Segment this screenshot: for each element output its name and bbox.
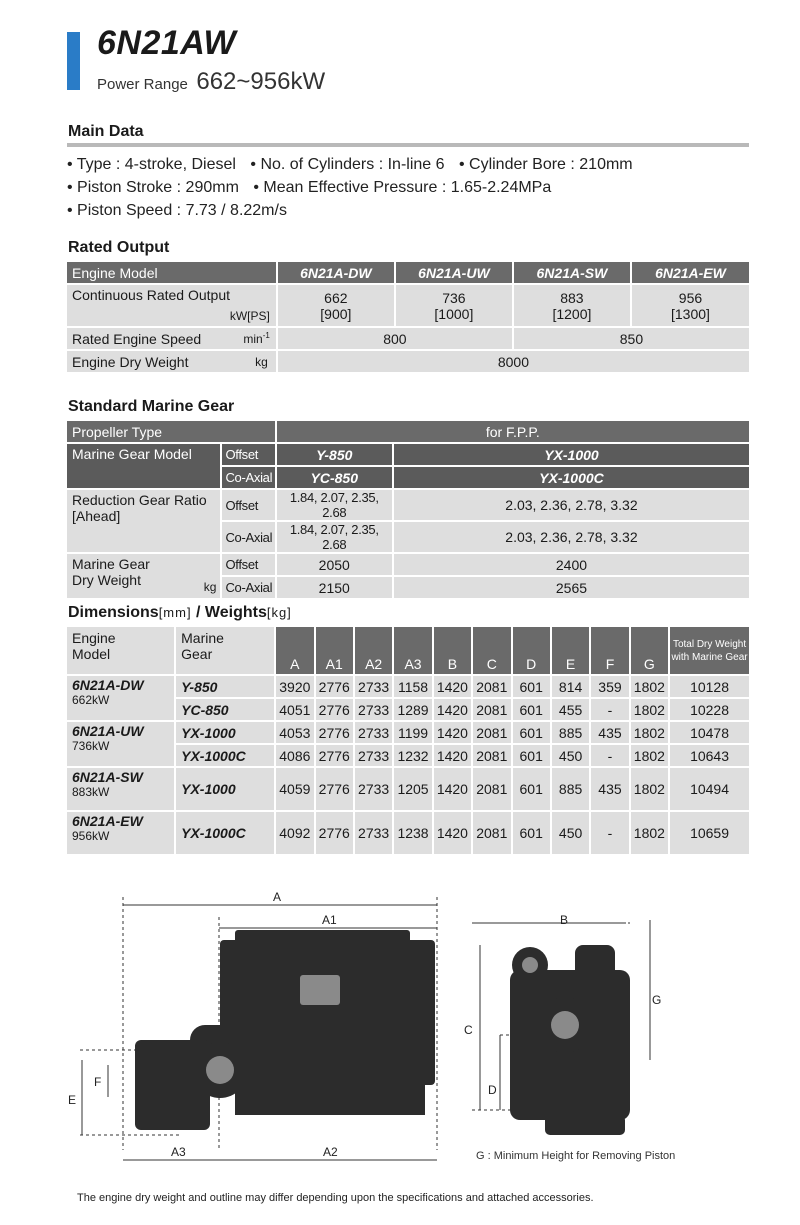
- gear-weight-text: Dry Weight: [72, 572, 141, 588]
- page-title: 6N21AW: [97, 24, 237, 62]
- dim-value-cell: 4053: [276, 722, 313, 743]
- dim-value-cell: 2081: [473, 676, 510, 697]
- dim-label-e: E: [68, 1093, 77, 1107]
- dim-value-cell: 2733: [355, 745, 392, 766]
- gear-cell: YX-1000C: [176, 812, 274, 854]
- dim-col-header: A2: [355, 627, 392, 674]
- gear-weight-unit: kg: [203, 580, 217, 594]
- dim-value-cell: 885: [552, 768, 589, 810]
- dim-value-cell: 601: [513, 676, 550, 697]
- marine-gear-col-header: [176, 627, 274, 674]
- dim-value-cell: -: [591, 812, 628, 854]
- gear-cell: YX-1000: [176, 722, 274, 743]
- spec-piston-speed: • Piston Speed : 7.73 / 8.22m/s: [67, 202, 287, 219]
- dim-value-cell: 1420: [434, 722, 471, 743]
- ratio-value: 2.03, 2.36, 2.78, 3.32: [394, 522, 749, 552]
- dim-value-cell: -: [591, 745, 628, 766]
- dim-value-cell: 601: [513, 745, 550, 766]
- engine-kw: 662kW: [72, 693, 110, 707]
- output-ps: [1200]: [552, 305, 592, 322]
- dim-value-cell: 1802: [631, 699, 668, 720]
- engine-model-cell: [67, 812, 174, 854]
- marine-gear-heading: Standard Marine Gear: [68, 398, 235, 415]
- engine-kw: 956kW: [72, 829, 110, 843]
- total-weight-cell: 10643: [670, 745, 749, 766]
- output-kw: 662: [324, 289, 348, 306]
- continuous-output-label: [67, 285, 276, 326]
- total-weight-cell: 10478: [670, 722, 749, 743]
- header-text: Engine: [72, 630, 116, 646]
- engine-weight-text: Engine Dry Weight: [72, 353, 189, 370]
- dim-value-cell: 601: [513, 768, 550, 810]
- engine-speed-label: [67, 328, 276, 349]
- output-ps: [1000]: [434, 305, 474, 322]
- reduction-ratio-ahead: [Ahead]: [72, 508, 121, 524]
- spec-stroke: • Piston Stroke : 290mm: [67, 179, 239, 196]
- coaxial-label: Co-Axial: [222, 577, 274, 598]
- dim-label-a1: A1: [322, 913, 337, 927]
- ratio-value: 2.03, 2.36, 2.78, 3.32: [394, 490, 749, 520]
- dim-label-a3: A3: [171, 1145, 186, 1159]
- engine-speed-unit: [243, 331, 269, 346]
- output-ps: [1300]: [671, 305, 710, 322]
- main-data-heading: Main Data: [68, 123, 144, 140]
- dim-value-cell: 4051: [276, 699, 313, 720]
- continuous-output-cell: [396, 285, 512, 326]
- dim-value-cell: 4092: [276, 812, 313, 854]
- propeller-type-value: for F.P.P.: [277, 421, 749, 442]
- engine-speed-value: 850: [514, 328, 749, 349]
- dim-label-a2: A2: [323, 1145, 338, 1159]
- spec-mep: • Mean Effective Pressure : 1.65-2.24MPa: [253, 179, 552, 196]
- model-header: 6N21A-UW: [396, 262, 512, 283]
- gear-cell: YX-1000: [176, 768, 274, 810]
- spec-line-2: [67, 179, 561, 197]
- dim-value-cell: 1232: [394, 745, 431, 766]
- header-text: Total Dry Weight: [672, 638, 747, 650]
- dim-value-cell: 1802: [631, 812, 668, 854]
- dim-col-header: E: [552, 627, 589, 674]
- ratio-value: 1.84, 2.07, 2.35, 2.68: [277, 490, 392, 520]
- dim-col-header: F: [591, 627, 628, 674]
- gear-model: YC-850: [277, 467, 392, 488]
- dim-value-cell: 1420: [434, 812, 471, 854]
- dim-col-header: A: [276, 627, 313, 674]
- speed-unit: min: [243, 332, 263, 346]
- engine-model-cell: [67, 676, 174, 720]
- engine-outline-diagram: [60, 885, 760, 1175]
- dim-col-header: A3: [394, 627, 431, 674]
- dim-value-cell: 1289: [394, 699, 431, 720]
- gear-weight-value: 2150: [277, 577, 392, 598]
- engine-speed-value: 800: [278, 328, 512, 349]
- engine-weight-value: 8000: [278, 351, 749, 372]
- header-text: Gear: [181, 646, 213, 662]
- dim-label-g: G: [652, 993, 662, 1007]
- dim-value-cell: 885: [552, 722, 589, 743]
- dim-value-cell: 2081: [473, 812, 510, 854]
- engine-model-cell: [67, 768, 174, 810]
- continuous-output-cell: [632, 285, 749, 326]
- model-header: 6N21A-EW: [632, 262, 749, 283]
- dim-col-header: D: [513, 627, 550, 674]
- dim-value-cell: 1802: [631, 745, 668, 766]
- continuous-output-text: Continuous Rated Output: [72, 287, 230, 303]
- dim-col-header: B: [434, 627, 471, 674]
- dim-value-cell: 2081: [473, 768, 510, 810]
- dim-label-a: A: [273, 890, 282, 904]
- dim-value-cell: 2776: [316, 722, 353, 743]
- dim-value-cell: 1205: [394, 768, 431, 810]
- spec-line-1: [67, 156, 643, 174]
- ratio-value: 1.84, 2.07, 2.35, 2.68: [277, 522, 392, 552]
- dim-value-cell: 2733: [355, 812, 392, 854]
- dim-value-cell: 450: [552, 745, 589, 766]
- dim-value-cell: 601: [513, 722, 550, 743]
- dim-value-cell: 2776: [316, 812, 353, 854]
- dim-value-cell: 1238: [394, 812, 431, 854]
- gear-weight-value: 2400: [394, 554, 749, 575]
- spec-type: • Type : 4-stroke, Diesel: [67, 156, 236, 173]
- accent-bar: [67, 32, 80, 90]
- table-row: [67, 812, 749, 854]
- gear-cell: YX-1000C: [176, 745, 274, 766]
- total-weight-cell: 10494: [670, 768, 749, 810]
- dim-label-c: C: [464, 1023, 473, 1037]
- dim-value-cell: 2733: [355, 699, 392, 720]
- speed-unit-sup: -1: [262, 331, 270, 340]
- dim-label-d: D: [488, 1083, 497, 1097]
- gear-weight-value: 2050: [277, 554, 392, 575]
- engine-outline-svg: [60, 885, 760, 1175]
- dim-value-cell: 601: [513, 812, 550, 854]
- total-weight-cell: 10228: [670, 699, 749, 720]
- dim-col-header: G: [631, 627, 668, 674]
- gear-model: YX-1000C: [394, 467, 749, 488]
- dim-value-cell: 1158: [394, 676, 431, 697]
- dim-value-cell: 814: [552, 676, 589, 697]
- continuous-output-cell: [514, 285, 630, 326]
- dim-value-cell: 1420: [434, 699, 471, 720]
- engine-kw: 736kW: [72, 739, 110, 753]
- output-ps: [900]: [320, 305, 352, 322]
- coaxial-label: Co-Axial: [222, 467, 274, 488]
- continuous-output-cell: [278, 285, 394, 326]
- gear-cell: Y-850: [176, 676, 274, 697]
- dim-value-cell: 2733: [355, 768, 392, 810]
- dimensions-unit: [mm]: [158, 605, 192, 620]
- dim-value-cell: -: [591, 699, 628, 720]
- continuous-output-unit: kW[PS]: [229, 309, 270, 323]
- table-row: [67, 676, 749, 697]
- dim-value-cell: 3920: [276, 676, 313, 697]
- engine-model-name: 6N21A-DW: [72, 677, 144, 693]
- dimensions-title: Dimensions: [68, 604, 159, 621]
- gear-weight-value: 2565: [394, 577, 749, 598]
- offset-label: Offset: [222, 554, 274, 575]
- header-text: Marine: [181, 630, 224, 646]
- rated-output-table: [65, 260, 751, 374]
- gear-cell: YC-850: [176, 699, 274, 720]
- engine-model-cell: [67, 722, 174, 766]
- footnote: The engine dry weight and outline may differ depending upon the specifications and attached accessories.: [77, 1192, 594, 1204]
- output-kw: 883: [560, 289, 584, 306]
- gear-model: YX-1000: [394, 444, 749, 465]
- dim-value-cell: 1802: [631, 722, 668, 743]
- dim-value-cell: 2776: [316, 699, 353, 720]
- reduction-ratio-text: Reduction Gear Ratio: [72, 492, 207, 508]
- gear-model-label: Marine Gear Model: [67, 444, 220, 488]
- dim-value-cell: 455: [552, 699, 589, 720]
- dim-label-b: B: [560, 913, 569, 927]
- total-weight-cell: 10659: [670, 812, 749, 854]
- dimensions-body: [67, 676, 749, 854]
- dim-col-header: A1: [316, 627, 353, 674]
- dim-value-cell: 1420: [434, 768, 471, 810]
- header-text: with Marine Gear: [671, 651, 748, 663]
- total-weight-header: [670, 627, 749, 674]
- main-data-rule: [67, 143, 749, 147]
- dim-value-cell: 1420: [434, 676, 471, 697]
- dimensions-heading: [68, 604, 292, 622]
- dim-value-cell: 2776: [316, 745, 353, 766]
- dim-value-cell: 4086: [276, 745, 313, 766]
- engine-kw: 883kW: [72, 785, 110, 799]
- dim-value-cell: 2733: [355, 722, 392, 743]
- engine-weight-label: [67, 351, 276, 372]
- engine-model-name: 6N21A-SW: [72, 769, 143, 785]
- dim-value-cell: 2776: [316, 768, 353, 810]
- gear-model: Y-850: [277, 444, 392, 465]
- power-range-value: 662~956kW: [196, 68, 326, 95]
- output-kw: 736: [442, 289, 466, 306]
- model-header: 6N21A-DW: [278, 262, 394, 283]
- gear-weight-label: [67, 554, 220, 598]
- dim-col-header: C: [473, 627, 510, 674]
- propeller-type-label: Propeller Type: [67, 421, 275, 442]
- table-row: [67, 768, 749, 810]
- engine-model-col-header: [67, 627, 174, 674]
- dim-value-cell: 601: [513, 699, 550, 720]
- offset-label: Offset: [222, 444, 274, 465]
- coaxial-label: Co-Axial: [222, 522, 274, 552]
- dim-value-cell: 1199: [394, 722, 431, 743]
- power-range: [97, 68, 325, 96]
- total-weight-cell: 10128: [670, 676, 749, 697]
- spec-cylinders: • No. of Cylinders : In-line 6: [250, 156, 445, 173]
- spec-line-3: [67, 202, 297, 220]
- dim-value-cell: 450: [552, 812, 589, 854]
- dim-value-cell: 1802: [631, 676, 668, 697]
- weights-unit: [kg]: [266, 605, 292, 620]
- engine-speed-text: Rated Engine Speed: [72, 330, 202, 347]
- spec-bore: • Cylinder Bore : 210mm: [458, 156, 633, 173]
- dim-value-cell: 2081: [473, 699, 510, 720]
- weights-title: / Weights: [191, 604, 267, 621]
- reduction-ratio-label: [67, 490, 220, 552]
- dim-value-cell: 435: [591, 768, 628, 810]
- engine-model-name: 6N21A-UW: [72, 723, 144, 739]
- gear-weight-text: Marine Gear: [72, 556, 150, 572]
- dim-value-cell: 435: [591, 722, 628, 743]
- dim-value-cell: 2081: [473, 745, 510, 766]
- header-text: Model: [72, 646, 111, 662]
- engine-model-name: 6N21A-EW: [72, 813, 143, 829]
- dim-value-cell: 1420: [434, 745, 471, 766]
- table-row: [67, 722, 749, 743]
- power-range-label: Power Range: [97, 76, 188, 93]
- g-note: G : Minimum Height for Removing Piston: [476, 1150, 676, 1162]
- dimensions-table: [65, 625, 751, 856]
- dim-value-cell: 1802: [631, 768, 668, 810]
- dim-label-f: F: [94, 1075, 102, 1089]
- offset-label: Offset: [222, 490, 274, 520]
- dim-value-cell: 2776: [316, 676, 353, 697]
- dim-value-cell: 4059: [276, 768, 313, 810]
- engine-model-header: Engine Model: [67, 262, 276, 283]
- dim-value-cell: 2081: [473, 722, 510, 743]
- dim-value-cell: 2733: [355, 676, 392, 697]
- output-kw: 956: [678, 289, 703, 306]
- rated-output-heading: Rated Output: [68, 239, 170, 256]
- marine-gear-table: [65, 419, 751, 600]
- dim-value-cell: 359: [591, 676, 628, 697]
- engine-weight-unit: kg: [255, 355, 268, 369]
- model-header: 6N21A-SW: [514, 262, 630, 283]
